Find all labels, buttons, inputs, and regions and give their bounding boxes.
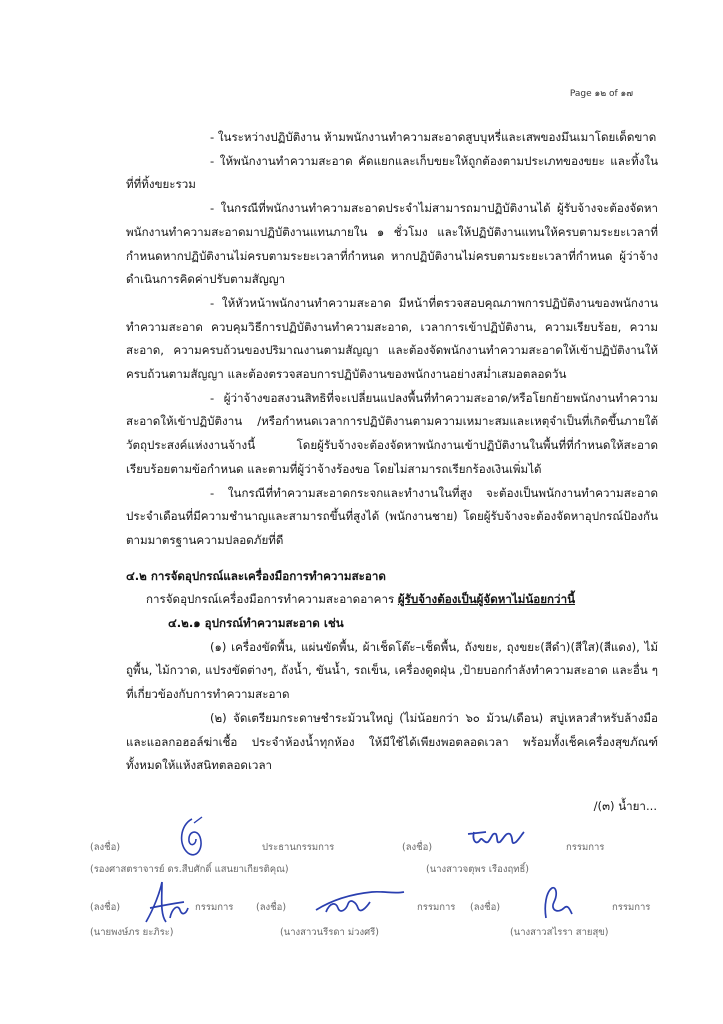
list-item: (๑) เครื่องขัดพื้น, แผ่นขัดพื้น, ผ้าเช็ดโต๊ะ–เช็ดพื้น, ถังขยะ, ถุงขยะ(สีดำ)(สีใส)(สีแดง), ไม้ถูพื้น, ไม้กวาด, แปรงขัดต่างๆ, ถังน้ำ, ขันน้ำ, รถเข็น, เครื่องดูดฝุ่น ,ป้ายบอกกำลังทำความสะอาด และอื่น ๆ ที่เกี่ยวข้องกับการทำความสะอาด <box>126 639 658 702</box>
signer-name: (นางสาวสไรรา สายสุข) <box>510 927 609 938</box>
sub-heading: ๔.๒.๑ อุปกรณ์ทำความสะอาด เช่น <box>168 616 344 631</box>
section-heading: ๔.๒ การจัดอุปกรณ์และเครื่องมือการทำความสะอาด <box>126 568 386 583</box>
signer-role: กรรมการ <box>417 902 456 913</box>
paragraph: - ในกรณีที่พนักงานทำความสะอาดประจำไม่สามารถมาปฏิบัติงานได้ ผู้รับจ้างจะต้องจัดหาพนักงานทำความสะอาดมาปฏิบัติงานแทนภายใน ๑ ชั่วโมง และให้ปฏิบัติงานแทนให้ครบตามระยะเวลาที่กำหนดหากปฏิบัติงานไม่ครบตามระยะเวลาที่กำหนด หากปฏิบัติงานไม่ครบตามระยะเวลาที่กำหนด ผู้ว่าจ้างดำเนินการคิดค่าปรับตามสัญญา <box>126 201 658 287</box>
document-body <box>126 126 658 778</box>
page-number: Page ๑๒ of ๑๗ <box>569 89 633 99</box>
sign-prefix: (ลงชื่อ) <box>402 842 433 853</box>
paragraph: - ให้หัวหน้าพนักงานทำความสะอาด มีหน้าที่ตรวจสอบคุณภาพการปฏิบัติงานของพนักงานทำความสะอาด ควบคุมวิธีการปฏิบัติงานทำความสะอาด, เวลาการเข้าปฏิบัติงาน, ความเรียบร้อย, ความสะอาด, ความครบถ้วนของปริมาณงานตามสัญญา และต้องจัดพนักงานทำความสะอาดให้เข้าปฏิบัติงานให้ครบถ้วนตามสัญญา และต้องตรวจสอบการปฏิบัติงานของพนักงานอย่างสม่ำเสมอตลอดวัน <box>126 295 658 382</box>
sign-prefix: (ลงชื่อ) <box>470 902 501 913</box>
sign-prefix: (ลงชื่อ) <box>90 842 121 853</box>
signer-role: ประธานกรรมการ <box>262 842 335 853</box>
signature-image <box>172 815 212 863</box>
paragraph: - ผู้ว่าจ้างขอสงวนสิทธิที่จะเปลี่ยนแปลงพื้นที่ทำความสะอาด/หรือโยกย้ายพนักงานทำความสะอาดให้เข้าปฏิบัติงาน /หรือกำหนดเวลาการปฏิบัติงานตามความเหมาะสมและเหตุจำเป็นที่เกิดขึ้นภายใต้วัตถุประสงค์แห่งงานจ้างนี้ โดยผู้รับจ้างจะต้องจัดหาพนักงานเข้าปฏิบัติงานในพื้นที่ที่กำหนดให้สะอาดเรียบร้อยตามข้อกำหนด และตามที่ผู้ว่าจ้างร้องขอ โดยไม่สามารถเรียกร้องเงินเพิ่มได้ <box>126 390 658 476</box>
signature-image <box>140 878 192 930</box>
continuation-marker: /(๓) น้ำยา... <box>593 799 657 813</box>
signer-role: กรรมการ <box>195 902 234 913</box>
signer-role: กรรมการ <box>566 842 605 853</box>
signature-image <box>312 888 408 918</box>
list-item: (๒) จัดเตรียมกระดาษชำระม้วนใหญ่ (ไม่น้อยกว่า ๖๐ ม้วน/เดือน) สบู่เหลวสำหรับล้างมือ และแอลกอฮอล์ฆ่าเชื้อ ประจำห้องน้ำทุกห้อง ให้มีใช้ได้เพียงพอตลอดเวลา พร้อมทั้งเช็คเครื่องสุขภัณฑ์ทั้งหมดให้แห้งสนิทตลอดเวลา <box>126 710 658 773</box>
section-intro-emphasis: ผู้รับจ้างต้องเป็นผู้จัดหาไม่น้อยกว่านี้ <box>397 592 576 607</box>
section-intro <box>126 588 658 612</box>
signer-name: (นางสาวจตุพร เรืองฤทธิ์) <box>426 864 529 875</box>
paragraph: - ในระหว่างปฏิบัติงาน ห้ามพนักงานทำความสะอาดสูบบุหรี่และเสพของมึนเมาโดยเด็ดขาด <box>210 130 657 144</box>
paragraph: - ให้พนักงานทำความสะอาด คัดแยกและเก็บขยะให้ถูกต้องตามประเภทของขยะ และทิ้งในที่ที่ทิ้งขยะรวม <box>126 153 658 192</box>
section-intro-text: การจัดอุปกรณ์เครื่องมือการทำความสะอาดอาคาร <box>146 592 398 607</box>
signer-name: (นางสาวนรีรดา ม่วงศรี) <box>280 927 379 938</box>
paragraph: - ในกรณีที่ทำความสะอาดกระจกและทำงานในที่สูง จะต้องเป็นพนักงานทำความสะอาดประจำเดือนที่มีความชำนาญและสามารถขึ้นที่สูงได้ (พนักงานชาย) โดยผู้รับจ้างจะต้องจัดหาอุปกรณ์ป้องกันตามมาตรฐานความปลอดภัยที่ดี <box>126 485 658 547</box>
signature-image <box>536 884 576 922</box>
signer-role: กรรมการ <box>612 902 651 913</box>
signature-image <box>466 826 528 852</box>
sign-prefix: (ลงชื่อ) <box>90 902 121 913</box>
sign-prefix: (ลงชื่อ) <box>256 902 287 913</box>
signer-name: (นายพงษ์ภร ยะภิระ) <box>90 927 174 938</box>
signer-name: (รองศาสตราจารย์ ดร.สืบศักดิ์ แสนยาเกียรติคุณ) <box>90 864 289 875</box>
